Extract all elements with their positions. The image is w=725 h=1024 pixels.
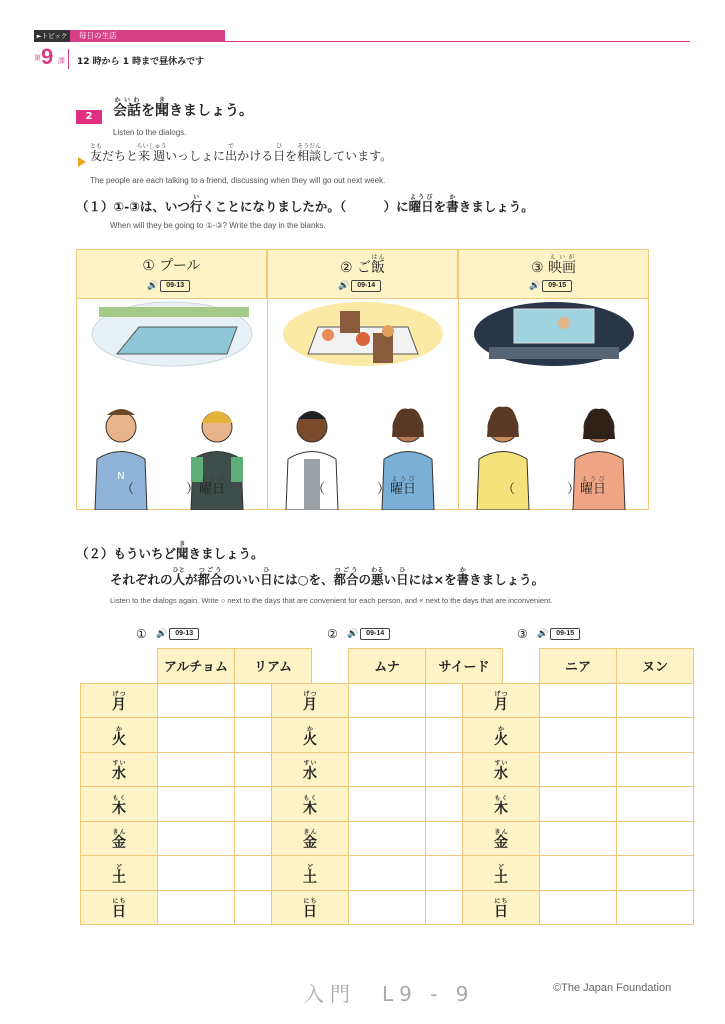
answer-cell[interactable] <box>617 856 694 891</box>
corner-cell <box>272 649 349 684</box>
answer-cell[interactable] <box>158 683 235 718</box>
answer-cell[interactable] <box>349 752 426 787</box>
section-english: Listen to the dialogs. <box>113 128 187 137</box>
table-row <box>463 683 694 718</box>
answer-cell[interactable] <box>349 890 426 925</box>
section-title: 会話かいわを聞ききましょう。 <box>113 97 253 119</box>
shirt-letter: N <box>117 471 125 482</box>
day-label: 土ど <box>463 856 540 891</box>
column-title: ③ 映画えいが <box>530 254 576 276</box>
answer-cell[interactable] <box>617 787 694 822</box>
column-header-pool <box>76 249 267 299</box>
day-label: 日にち <box>463 890 540 925</box>
speaker-icon: 🔊 <box>347 628 359 639</box>
day-label: 金きん <box>81 821 158 856</box>
day-label: 日にち <box>272 890 349 925</box>
lesson-number: 9 <box>41 44 54 69</box>
topic-tag: ►トピック <box>34 30 70 42</box>
person-name: ムナ <box>349 649 426 684</box>
schedule-table <box>462 648 694 925</box>
copyright: ©The Japan Foundation <box>553 982 672 994</box>
corner-cell <box>463 649 540 684</box>
answer-cell[interactable] <box>158 787 235 822</box>
audio-button[interactable]: 🔊 09-14 <box>338 280 381 292</box>
speaker-icon: 🔊 <box>147 280 159 291</box>
answer-cell[interactable] <box>617 890 694 925</box>
header-rule <box>225 41 690 42</box>
question-1: （１）①‐③は、いつ行いくことになりましたか。（ ）に曜日ようびを書かきましょう。 <box>76 194 534 214</box>
question-2-english: Listen to the dialogs again. Write ○ next to the days that are convenient for each person, and × next to the days that are inconvenient. <box>110 596 553 605</box>
answer-cell[interactable] <box>540 856 617 891</box>
answer-cell[interactable] <box>617 821 694 856</box>
answer-cell[interactable] <box>158 752 235 787</box>
answer-cell[interactable] <box>158 890 235 925</box>
question-2-instructions: それぞれの人ひとが都合つごうのいい日ひには○を、都合つごうの悪わるい日ひには×を書かきましょう。 <box>110 567 545 587</box>
answer-cell[interactable] <box>158 856 235 891</box>
day-label: 火か <box>463 718 540 753</box>
audio-button[interactable]: 🔊 09-15 <box>537 628 580 640</box>
speaker-icon: 🔊 <box>338 280 350 291</box>
column-header-meal <box>267 249 458 299</box>
day-label: 火か <box>81 718 158 753</box>
audio-button[interactable]: 🔊 09-14 <box>347 628 390 640</box>
audio-button[interactable]: 🔊 09-15 <box>529 280 572 292</box>
answer-blank[interactable]: （ ）曜日ようび <box>121 476 226 497</box>
question-1-english: When will they be going to ①-③? Write the day in the blanks. <box>110 221 326 230</box>
day-label: 金きん <box>463 821 540 856</box>
audio-button[interactable]: 🔊 09-13 <box>147 280 190 292</box>
day-label: 月げつ <box>81 683 158 718</box>
question-2: （２）もういちど聞ききましょう。 <box>76 541 264 561</box>
table-row <box>463 856 694 891</box>
lesson-suffix: 課 <box>58 57 65 65</box>
page-footer-title: 入門 L9 - 9 <box>304 982 475 1006</box>
table-row <box>463 718 694 753</box>
audio-button[interactable]: 🔊 09-13 <box>156 628 199 640</box>
table-row <box>463 890 694 925</box>
corner-cell <box>81 649 158 684</box>
dialog-panel <box>76 249 649 510</box>
answer-cell[interactable] <box>158 821 235 856</box>
table-row <box>463 787 694 822</box>
day-label: 日にち <box>81 890 158 925</box>
answer-cell[interactable] <box>540 890 617 925</box>
answer-cell[interactable] <box>540 821 617 856</box>
section-number: 2 <box>76 110 102 124</box>
table-number: ① <box>136 627 147 641</box>
day-label: 木もく <box>272 787 349 822</box>
table-number: ② <box>327 627 338 641</box>
answer-cell[interactable] <box>540 718 617 753</box>
column-title: ② ご飯はん <box>339 254 385 276</box>
speaker-icon: 🔊 <box>537 628 549 639</box>
triangle-bullet-icon <box>78 157 86 167</box>
answer-cell[interactable] <box>540 683 617 718</box>
speaker-icon: 🔊 <box>156 628 168 639</box>
lesson-prefix: 第 <box>34 54 41 62</box>
answer-blank[interactable]: （ ）曜日ようび <box>312 476 417 497</box>
answer-blank[interactable]: （ ）曜日ようび <box>502 476 607 497</box>
topic-label: 毎日の生活 <box>70 30 225 42</box>
speaker-icon: 🔊 <box>529 280 541 291</box>
day-label: 木もく <box>81 787 158 822</box>
day-label: 土ど <box>272 856 349 891</box>
day-label: 木もく <box>463 787 540 822</box>
person-name: ヌン <box>617 649 694 684</box>
answer-cell[interactable] <box>617 752 694 787</box>
answer-cell[interactable] <box>617 718 694 753</box>
answer-cell[interactable] <box>349 787 426 822</box>
answer-cell[interactable] <box>158 718 235 753</box>
day-label: 水すい <box>272 752 349 787</box>
day-label: 月げつ <box>463 683 540 718</box>
lesson-title: 12 時から 1 時まで昼休みです <box>77 57 205 67</box>
answer-cell[interactable] <box>349 718 426 753</box>
answer-cell[interactable] <box>349 856 426 891</box>
intro-english: The people are each talking to a friend, discussing when they will go out next week. <box>90 176 386 185</box>
answer-cell[interactable] <box>540 752 617 787</box>
day-label: 火か <box>272 718 349 753</box>
day-label: 土ど <box>81 856 158 891</box>
table-number: ③ <box>517 627 528 641</box>
person-name: ニア <box>540 649 617 684</box>
answer-cell[interactable] <box>540 787 617 822</box>
column-header-movie <box>458 249 649 299</box>
answer-cell[interactable] <box>617 683 694 718</box>
table-row <box>463 821 694 856</box>
day-label: 水すい <box>81 752 158 787</box>
intro-text: 友ともだちと来週らいしゅういっしょに出でかける日ひを相談そうだんしています。 <box>90 143 393 163</box>
column-title: ① プール <box>142 258 201 274</box>
answer-cell[interactable] <box>349 821 426 856</box>
person-name: リアム <box>235 649 312 684</box>
answer-cell[interactable] <box>349 683 426 718</box>
person-name: サイード <box>426 649 503 684</box>
person-name: アルチョム <box>158 649 235 684</box>
day-label: 水すい <box>463 752 540 787</box>
table-row <box>463 752 694 787</box>
lesson-divider <box>68 49 69 69</box>
day-label: 月げつ <box>272 683 349 718</box>
day-label: 金きん <box>272 821 349 856</box>
